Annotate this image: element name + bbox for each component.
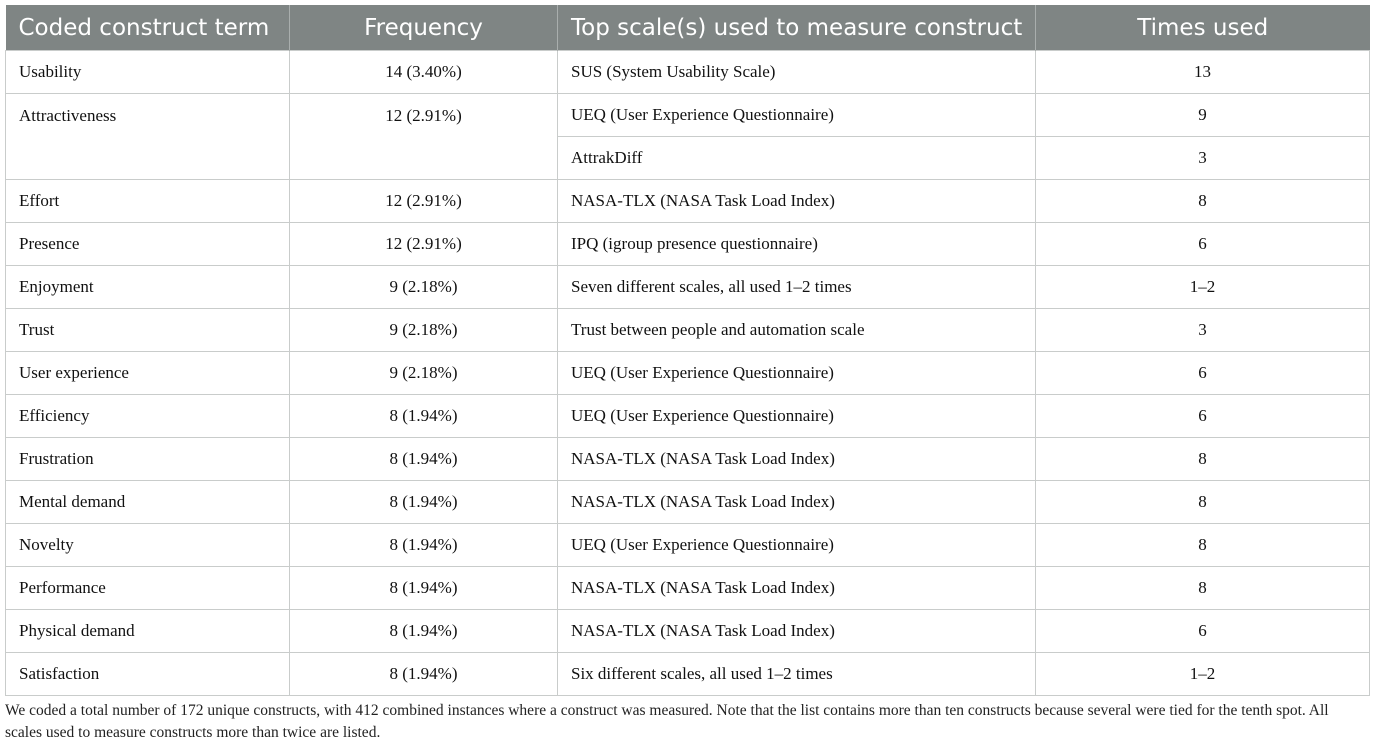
cell-construct-term: Usability: [6, 51, 290, 94]
cell-times-used: 6: [1036, 352, 1370, 395]
cell-frequency: 9 (2.18%): [290, 266, 558, 309]
cell-frequency: 8 (1.94%): [290, 395, 558, 438]
header-times-used: Times used: [1036, 5, 1370, 51]
cell-times-used: 6: [1036, 395, 1370, 438]
cell-frequency: 8 (1.94%): [290, 481, 558, 524]
cell-construct-term: User experience: [6, 352, 290, 395]
cell-scale: Six different scales, all used 1–2 times: [558, 653, 1036, 696]
header-row: [6, 5, 1370, 51]
table-row: [6, 395, 1370, 438]
cell-scale: NASA-TLX (NASA Task Load Index): [558, 610, 1036, 653]
table-row: [6, 51, 1370, 94]
cell-times-used: 3: [1036, 137, 1370, 180]
cell-construct-term: Performance: [6, 567, 290, 610]
table-header: [6, 5, 1370, 51]
header-frequency: Frequency: [290, 5, 558, 51]
cell-times-used: 1–2: [1036, 266, 1370, 309]
cell-frequency: 8 (1.94%): [290, 524, 558, 567]
header-top-scales: Top scale(s) used to measure construct: [558, 5, 1036, 51]
cell-construct-term: Novelty: [6, 524, 290, 567]
cell-construct-term: Mental demand: [6, 481, 290, 524]
cell-frequency: 8 (1.94%): [290, 653, 558, 696]
cell-frequency: 14 (3.40%): [290, 51, 558, 94]
cell-construct-term: Efficiency: [6, 395, 290, 438]
table-row: [6, 309, 1370, 352]
cell-scale: NASA-TLX (NASA Task Load Index): [558, 567, 1036, 610]
cell-times-used: 8: [1036, 180, 1370, 223]
table-row: [6, 567, 1370, 610]
table-row: [6, 352, 1370, 395]
cell-construct-term: Enjoyment: [6, 266, 290, 309]
cell-times-used: 6: [1036, 223, 1370, 266]
cell-frequency: 12 (2.91%): [290, 223, 558, 266]
table-row: [6, 610, 1370, 653]
cell-times-used: 8: [1036, 481, 1370, 524]
table-row: [6, 524, 1370, 567]
cell-scale: Seven different scales, all used 1–2 times: [558, 266, 1036, 309]
cell-scale: IPQ (igroup presence questionnaire): [558, 223, 1036, 266]
cell-frequency: 8 (1.94%): [290, 610, 558, 653]
table-footnote: We coded a total number of 172 unique constructs, with 412 combined instances where a construct was measured. Note that the list contains more than ten constructs because several were tied for the tenth spot. All scales used to measure constructs more than twice are listed.: [5, 702, 1329, 741]
cell-scale: UEQ (User Experience Questionnaire): [558, 94, 1036, 137]
cell-frequency: 12 (2.91%): [290, 180, 558, 223]
cell-scale: UEQ (User Experience Questionnaire): [558, 352, 1036, 395]
cell-scale: UEQ (User Experience Questionnaire): [558, 524, 1036, 567]
cell-construct-term: Attractiveness: [6, 94, 290, 180]
cell-scale: NASA-TLX (NASA Task Load Index): [558, 481, 1036, 524]
cell-times-used: 8: [1036, 567, 1370, 610]
cell-scale: Trust between people and automation scale: [558, 309, 1036, 352]
cell-times-used: 3: [1036, 309, 1370, 352]
constructs-table: [5, 5, 1370, 696]
cell-times-used: 9: [1036, 94, 1370, 137]
cell-construct-term: Effort: [6, 180, 290, 223]
cell-frequency: 9 (2.18%): [290, 352, 558, 395]
header-construct-term: Coded construct term: [6, 5, 290, 51]
cell-times-used: 6: [1036, 610, 1370, 653]
cell-frequency: 12 (2.91%): [290, 94, 558, 180]
cell-frequency: 8 (1.94%): [290, 438, 558, 481]
table-row: [6, 438, 1370, 481]
cell-times-used: 8: [1036, 524, 1370, 567]
cell-scale: NASA-TLX (NASA Task Load Index): [558, 438, 1036, 481]
table-body: [6, 51, 1370, 696]
table-row: [6, 266, 1370, 309]
table-row: [6, 223, 1370, 266]
cell-construct-term: Frustration: [6, 438, 290, 481]
table-row: [6, 481, 1370, 524]
cell-frequency: 9 (2.18%): [290, 309, 558, 352]
cell-construct-term: Physical demand: [6, 610, 290, 653]
cell-times-used: 8: [1036, 438, 1370, 481]
cell-scale: SUS (System Usability Scale): [558, 51, 1036, 94]
table-row: [6, 180, 1370, 223]
cell-frequency: 8 (1.94%): [290, 567, 558, 610]
cell-construct-term: Satisfaction: [6, 653, 290, 696]
cell-times-used: 13: [1036, 51, 1370, 94]
cell-construct-term: Trust: [6, 309, 290, 352]
cell-construct-term: Presence: [6, 223, 290, 266]
cell-times-used: 1–2: [1036, 653, 1370, 696]
cell-scale: UEQ (User Experience Questionnaire): [558, 395, 1036, 438]
cell-scale: AttrakDiff: [558, 137, 1036, 180]
cell-scale: NASA-TLX (NASA Task Load Index): [558, 180, 1036, 223]
table-row: [6, 653, 1370, 696]
table-row: [6, 94, 1370, 137]
table-container: [5, 5, 1369, 696]
